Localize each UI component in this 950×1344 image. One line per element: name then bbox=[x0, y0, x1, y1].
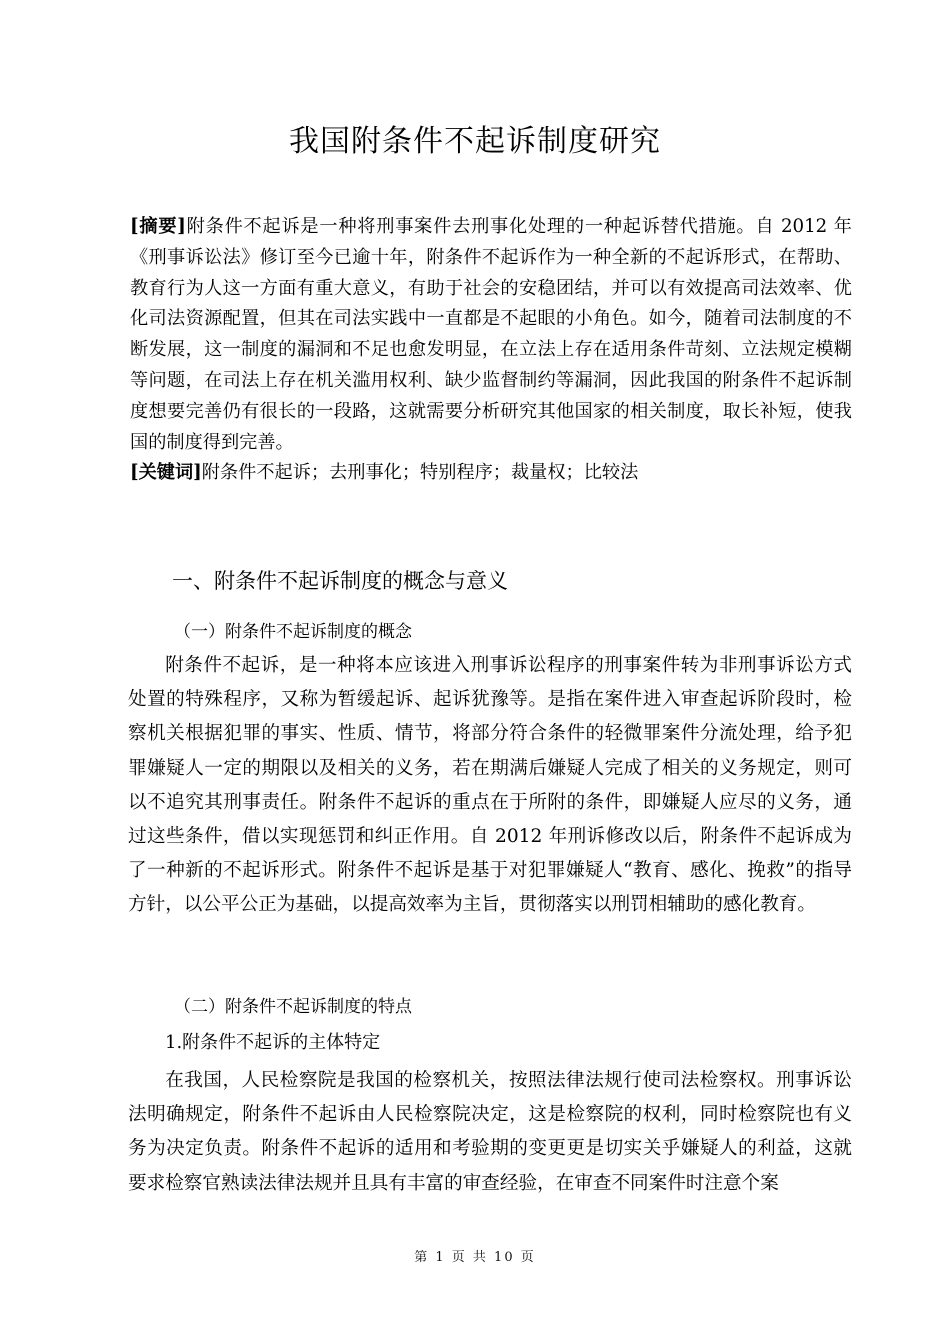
abstract-block bbox=[130, 212, 852, 489]
features-body bbox=[128, 1064, 852, 1201]
page-title: 我国附条件不起诉制度研究 bbox=[289, 124, 661, 159]
subsection-heading-features: （二）附条件不起诉制度的特点 bbox=[174, 997, 412, 1017]
feature-paragraph: 在我国，人民检察院是我国的检察机关，按照法律法规行使司法检察权。刑事诉讼法明确规定，附条件不起诉由人民检察院决定，这是检察院的权利，同时检察院也有义务为决定负责。附条件不起诉的适用和考验期的变更更是切实关乎嫌疑人的利益，这就要求检察官熟读法律法规并且具有丰富的审查经验，在审查不同案件时注意个案 bbox=[128, 1070, 852, 1194]
abstract-text: 附条件不起诉是一种将刑事案件去刑事化处理的一种起诉替代措施。自 2012 年《刑事诉讼法》修订至今已逾十年，附条件不起诉作为一种全新的不起诉形式，在帮助、教育行为人这一方面有重大意义，有助于社会的安稳团结，并可以有效提高司法效率、优化司法资源配置，但其在司法实践中一直都是不起眼的小角色。如今，随着司法制度的不断发展，这一制度的漏洞和不足也愈发明显，在立法上存在适用条件苛刻、立法规定模糊等问题，在司法上存在机关滥用权利、缺少监督制约等漏洞，因此我国的附条件不起诉制度想要完善仍有很长的一段路，这就需要分析研究其他国家的相关制度，取长补短，使我国的制度得到完善。 bbox=[130, 216, 852, 453]
keywords-label: [关键词] bbox=[130, 462, 202, 484]
concept-body bbox=[128, 649, 852, 923]
abstract-label: [摘要] bbox=[130, 216, 186, 237]
abstract-paragraph bbox=[130, 212, 852, 458]
feature-item-heading: 1.附条件不起诉的主体特定 bbox=[165, 1032, 381, 1053]
section-heading: 一、附条件不起诉制度的概念与意义 bbox=[172, 569, 508, 593]
keywords-text: 附条件不起诉；去刑事化；特别程序；裁量权；比较法 bbox=[201, 462, 639, 484]
page-footer: 第 1 页 共 10 页 bbox=[414, 1250, 536, 1265]
keywords-paragraph bbox=[130, 458, 852, 489]
concept-paragraph: 附条件不起诉，是一种将本应该进入刑事诉讼程序的刑事案件转为非刑事诉讼方式处置的特殊程序，又称为暂缓起诉、起诉犹豫等。是指在案件进入审查起诉阶段时，检察机关根据犯罪的事实、性质、情节，将部分符合条件的轻微罪案件分流处理，给予犯罪嫌疑人一定的期限以及相关的义务，若在期满后嫌疑人完成了相关的义务规定，则可以不追究其刑事责任。附条件不起诉的重点在于所附的条件，即嫌疑人应尽的义务，通过这些条件，借以实现惩罚和纠正作用。自 2012 年刑诉修改以后，附条件不起诉成为了一种新的不起诉形式。附条件不起诉是基于对犯罪嫌疑人“教育、感化、挽救”的指导方针，以公平公正为基础，以提高效率为主旨，贯彻落实以刑罚相辅助的感化教育。 bbox=[128, 655, 852, 916]
subsection-heading-concept: （一）附条件不起诉制度的概念 bbox=[174, 622, 412, 642]
